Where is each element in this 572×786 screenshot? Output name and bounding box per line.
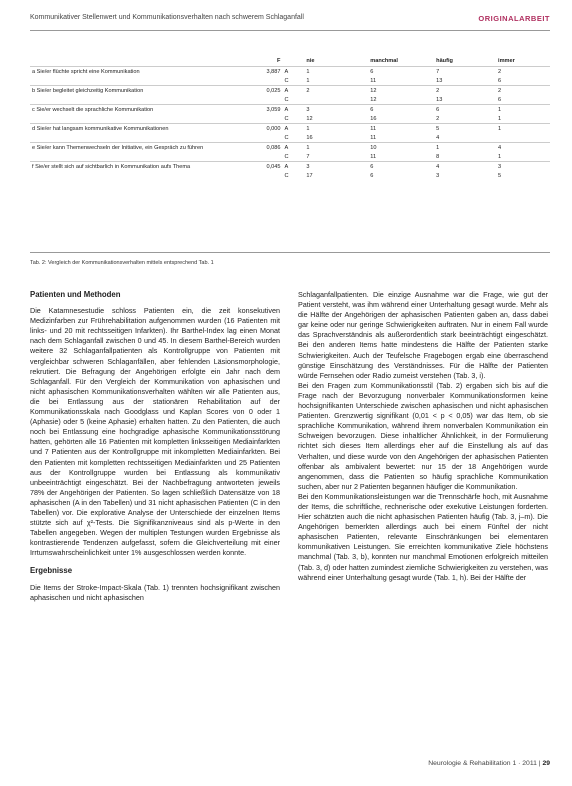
table-cell-immer: 6 [498, 96, 502, 103]
table-cell-f: 0,086 [224, 143, 283, 153]
table-cell-label: a Sie/er flüchte spricht eine Kommunikation [30, 67, 224, 77]
table-cell-haeufig: 13 [436, 77, 443, 84]
table-cell-haeufig: 4 [436, 134, 440, 141]
table-cell-label [30, 95, 224, 105]
journal-name: Neurologie & Rehabilitation 1 · 2011 [428, 760, 537, 767]
table-cell-haeufig: 5 [434, 124, 496, 134]
table-cell-group: A [282, 143, 304, 153]
table-cell-nie: 7 [306, 153, 310, 160]
table-cell-f: 0,025 [224, 86, 283, 96]
table-header-cell: F [277, 58, 281, 64]
table-cell-immer: 6 [498, 77, 502, 84]
table-cell-nie: 1 [304, 124, 368, 134]
table-row [30, 133, 550, 143]
table-row [30, 105, 550, 115]
table-cell-group: C [284, 172, 289, 179]
table-cell-manchmal: 6 [368, 67, 434, 77]
table-cell-nie: 1 [304, 143, 368, 153]
table-cell-nie: 3 [304, 162, 368, 172]
table-caption: Tab. 2: Vergleich der Kommunikationsverhalten mittels entsprechend Tab. 1 [30, 260, 214, 266]
table-cell-group: C [284, 115, 289, 122]
table-row [30, 67, 550, 77]
table-row [30, 162, 550, 172]
table-cell-f: 3,059 [224, 105, 283, 115]
table-header-cell: nie [306, 58, 315, 64]
table-cell-manchmal: 12 [368, 86, 434, 96]
table-cell-label: e Sie/er kann Themenwechseln der Initiative, ein Gespräch zu führen [30, 143, 224, 153]
table-cell-haeufig: 3 [436, 172, 440, 179]
running-header [30, 14, 550, 26]
table-cell-immer [496, 133, 550, 143]
header-rule [30, 30, 550, 31]
table-header-cell: häufig [436, 58, 453, 64]
table-cell-nie: 1 [304, 67, 368, 77]
table-row [30, 76, 550, 86]
table-cell-immer: 2 [496, 67, 550, 77]
table-cell-group: A [282, 162, 304, 172]
table-cell-group: C [284, 153, 289, 160]
table-cell-immer: 5 [498, 172, 502, 179]
table-cell-immer: 1 [496, 105, 550, 115]
table-cell-f [224, 171, 283, 180]
table-row [30, 95, 550, 105]
table-cell-manchmal: 11 [368, 124, 434, 134]
table-header-cell [30, 56, 224, 67]
table-cell-manchmal: 10 [368, 143, 434, 153]
table-header-cell: immer [498, 58, 515, 64]
section-heading: Patienten und Methoden [30, 290, 121, 299]
table-cell-f [224, 152, 283, 162]
table-cell-group: A [282, 105, 304, 115]
section-label: ORIGINALARBEIT [478, 14, 550, 23]
paragraph: Die Items der Stroke-Impact-Skala (Tab. 1) trennten hochsignifikant zwischen aphasischen und nicht aphasischen [30, 582, 280, 602]
table-cell-f [224, 95, 283, 105]
table-cell-immer: 1 [498, 115, 502, 122]
table-cell-haeufig: 8 [436, 153, 440, 160]
table-cell-label [30, 133, 224, 143]
table-cell-nie: 12 [306, 115, 313, 122]
table-cell-haeufig: 6 [434, 105, 496, 115]
table-cell-immer: 2 [496, 86, 550, 96]
results-table [30, 56, 550, 180]
table-cell-haeufig: 4 [434, 162, 496, 172]
table-cell-nie: 3 [304, 105, 368, 115]
table-header-row [30, 56, 550, 67]
table-cell-nie: 17 [306, 172, 313, 179]
table-cell-f: 3,887 [224, 67, 283, 77]
running-title: Kommunikativer Stellenwert und Kommunikationsverhalten nach schwerem Schlaganfall [30, 14, 304, 21]
table-cell-manchmal: 12 [370, 96, 377, 103]
table-cell-immer: 4 [496, 143, 550, 153]
table-cell-haeufig: 2 [434, 86, 496, 96]
paragraph: Bei den Kommunikationsleistungen war die Trennschärfe hoch, mit Ausnahme der Items, die schriftliche, rechnerische oder exekutive Leistungen forderten. Hier schätzten auch die nicht aphasischen Patienten häufig (Tab. 3, j–m). Die Angehörigen bemerkten allerdings auch bei einem Fünftel der nicht aphasischen Patienten, relevante Einschränkungen bei elementaren kommunikativen Leistungen. Sie erreichten kommunikative Ziele höchstens manchmal (Tab. 3, b), konnten nur manchmal Emotionen erfolgreich mitteilen (Tab. 3, d) oder hatten zumindest ziemliche Schwierigkeiten zu verstehen, was während einer Unterhaltung gesagt wurde (Tab. 1, h). Bei der Hälfte der [298, 491, 548, 582]
table-cell-f [224, 114, 283, 124]
table-row [30, 152, 550, 162]
table-header-cell: manchmal [370, 58, 398, 64]
table-cell-nie: 1 [306, 77, 310, 84]
left-column [30, 290, 280, 603]
table-header-cell [282, 56, 304, 67]
table-cell-group: C [284, 134, 289, 141]
table-cell-manchmal: 11 [370, 77, 377, 84]
table-cell-manchmal: 6 [368, 105, 434, 115]
table-cell-group: C [284, 96, 289, 103]
paragraph: Die Katamnesestudie schloss Patienten ein, die zeit konsekutiven Medizinfarben zur Frührehabilitation aufgenommen wurden (16 Patienten mit links- und 20 mit rechtsseitigen Infarkten). Ihr Barthel-Index lag einen Monat nach dem Schlaganfall zwischen 0 und 45. In diesem Barthel-Bereich wurden weitere 32 Schlaganfallpatienten als Kontrollgruppe von Patienten mit vergleichbar schweren Schlaganfällen, aber fehlenden Läsionsmorphologie, rekrutiert. Die Befragung der Angehörigen erfolgte ein Jahr nach dem Schlaganfall. Für den Vergleich der Kommunikation von aphasischen und nicht aphasischen Kommunikationsverhalten wählten wir alle Patienten aus, die bei Entlassung aus der stationären Rehabilitation auf der Kommunikationsskala nach Goodglass und Kaplan Scores von 0 oder 1 (Aphasie) oder 5 (keine Aphasie) erhalten hatten. Zu den Patienten, die auch noch bei Entlassung eine hochgradige aphasische Kommunikationsstörung hatten, gehörten alle 16 Patienten mit kompletten linksseitigen Mediainfarkten und 7 Patienten aus der Kontrollgruppe mit inkompletten Mediainfarkten. Bei den Patienten mit kompletten rechtsseitigen Mediainfarkten und 25 Patienten aus der Kontrollgruppe wurden bei Entlassung als kommunikativ unbeeinträchtigt eingeschätzt. Bei der Nachbefragung antworteten jeweils 78% der Angehörigen der Patienten. So lagen schließlich Datensätze von 18 aphasischen (A in den Tabellen) und 31 nicht aphasischen Patienten (C in den Tabellen) vor. Die explorative Analyse der Unterschiede der einzelnen Items stützte sich auf χ²-Tests. Die Signifikanzniveaus sind als p-Werte in den Tabellen angegeben. Wegen der multiplen Testungen wurden Ergebnisse als kontrastierende Tendenzen aufgefasst, sofern die Gleichverteilung mit einer Irrtumswahrscheinlichkeit unter 1% ausgeschlossen werden konnte. [30, 306, 280, 558]
paragraph: Bei den Fragen zum Kommunikationsstil (Tab. 2) ergaben sich bis auf die Frage nach der Bevorzugung nonverbaler Kommunikationsformen keine hochsignifikanten Unterschiede zwischen aphasischen und nicht aphasischen Patienten. Grenzwertig signifikant (0,01 < p < 0,05) war das Item, ob sie sprachliche Kommunikation, während ihrem nonverbalen Kommunikation ein Schweigen bevorzugen. Diese inhaltlicher Ähnlichkeit, in der Formulierung richtet sich dieses Item allerdings eher auf die Einstellung als auf das Verhalten, und diese wurde von den Angehörigen der aphasischen Patienten offenbar als ambivalent bewertet: nur 15 der 18 Angehörigen wurde angenommen, dass die Patienten so häufig sprachliche Kommunikation suchen, aber nur 2 Patienten begannen häufiger die Kommunikation. [298, 380, 548, 491]
table-cell-group: A [282, 67, 304, 77]
table-cell-group: A [282, 124, 304, 134]
table-cell-label [30, 171, 224, 180]
table-cell-label [30, 152, 224, 162]
table-cell-f: 0,000 [224, 124, 283, 134]
table-row [30, 86, 550, 96]
table-cell-manchmal: 16 [370, 115, 377, 122]
right-column [298, 290, 548, 583]
table-cell-group: C [284, 77, 289, 84]
table-row [30, 171, 550, 180]
table-cell-label: d Sie/er hat langsam kommunikative Kommunikationen [30, 124, 224, 134]
table-cell-group: A [282, 86, 304, 96]
table-cell-f: 0,045 [224, 162, 283, 172]
table-cell-haeufig: 1 [434, 143, 496, 153]
table-row [30, 143, 550, 153]
table-cell-haeufig: 13 [436, 96, 443, 103]
table-cell-manchmal: 11 [370, 153, 377, 160]
table-row [30, 114, 550, 124]
page-footer: Neurologie & Rehabilitation 1 · 2011 | 29 [428, 760, 550, 767]
table-cell-f [224, 133, 283, 143]
table-cell-label: f Sie/er stellt sich auf sichtbarlich in Kommunikation aufs Thema [30, 162, 224, 172]
paragraph: Schlaganfallpatienten. Die einzige Ausnahme war die Frage, wie gut der Patient versteht, was ihm während einer Unterhaltung gesagt wurde. Mehr als die Hälfte der Angehörigen der aphasischen Patienten gaben an, dass dabei gar keine oder nur geringe Schwierigkeiten auftraten. Nur in einem Fall wurde das Sprachverständnis als außerordentlich stark beeinträchtigt eingeschätzt. Bei den anderen Items hatte mindestens die Hälfte der Patienten starke Schwierigkeiten. Auch der Teufelsche Fragebogen ergab eine überraschend günstige Einschätzung des Verständnisses. Für die Hälfte der Patienten würde Fernsehen oder Radio zumeist verstehen (Tab. 3, i). [298, 290, 548, 380]
section-heading: Ergebnisse [30, 566, 73, 576]
table-cell-nie: 16 [306, 134, 313, 141]
table-bottom-rule [30, 252, 550, 253]
table-cell-nie: 2 [304, 86, 368, 96]
table-cell-haeufig: 2 [436, 115, 440, 122]
table-cell-label: c Sie/er wechselt die sprachliche Kommunikation [30, 105, 224, 115]
table-cell-immer: 1 [496, 124, 550, 134]
table-cell-immer: 1 [498, 153, 502, 160]
table-cell-label [30, 114, 224, 124]
table-cell-label: b Sie/er begleitet gleichzeitig Kommunikation [30, 86, 224, 96]
table-cell-label [30, 76, 224, 86]
table-cell-manchmal: 11 [370, 134, 377, 141]
table-cell-nie [304, 95, 368, 105]
table-cell-manchmal: 6 [368, 162, 434, 172]
table-cell-immer: 3 [496, 162, 550, 172]
table-cell-haeufig: 7 [434, 67, 496, 77]
page-number: 29 [542, 760, 550, 767]
table-cell-manchmal: 6 [370, 172, 374, 179]
table-row [30, 124, 550, 134]
table-cell-f [224, 76, 283, 86]
